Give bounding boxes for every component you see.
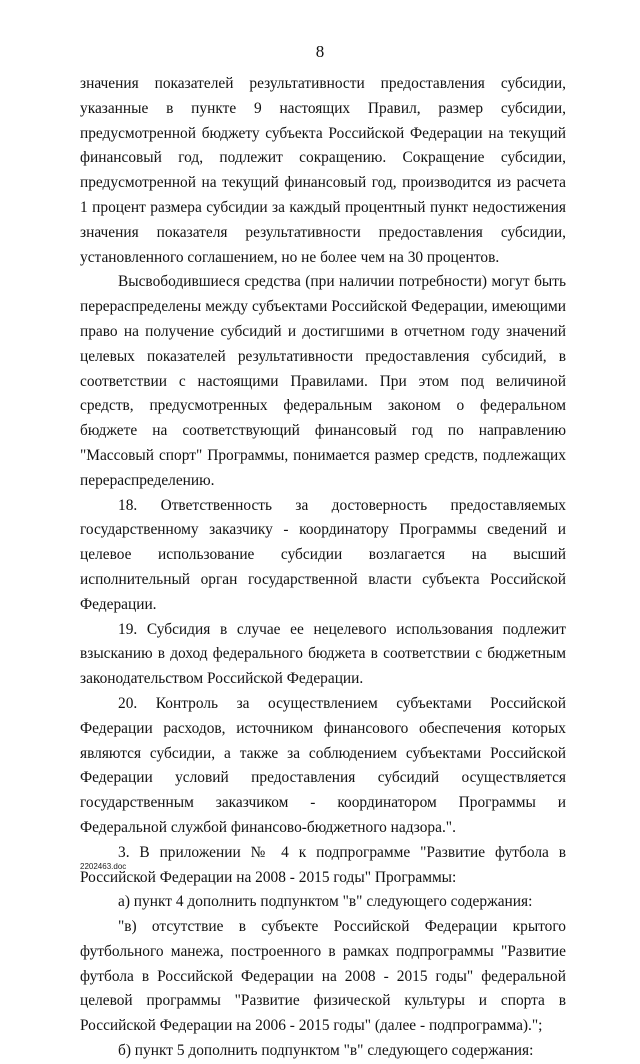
document-body — [80, 72, 566, 1064]
paragraph-item-20: 20. Контроль за осуществлением субъектами Российской Федерации расходов, источником финансового обеспечения которых являются субсидии, а также за соблюдением субъектами Российской Федерации условий предоставления субсидий осуществляется государственным заказчиком - координатором Программы и Федеральной службой финансово-бюджетного надзора.". — [80, 694, 566, 836]
paragraph-continuation: значения показателей результативности предоставления субсидии, указанные в пункте 9 настоящих Правил, размер субсидии, предусмотренной бюджету субъекта Российской Федерации на текущий финансовый год, подлежит сокращению. Сокращение субсидии, предусмотренной на текущий финансовый год, производится из расчета 1 процент размера субсидии за каждый процентный пункт недостижения значения показателя результативности предоставления субсидии, установленного соглашением, но не более чем на 30 процентов. — [80, 75, 566, 266]
paragraph-item-18: 18. Ответственность за достоверность предоставляемых государственному заказчику - координатору Программы сведений и целевое использование субсидии возлагается на высший исполнительный орган государственной власти субъекта Российской Федерации. — [80, 496, 566, 613]
paragraph-item-3: 3. В приложении № 4 к подпрограмме "Развитие футбола в Российской Федерации на 2008 - 2015 годы" Программы: — [80, 843, 566, 886]
paragraph-subitem-a: а) пункт 4 дополнить подпунктом "в" следующего содержания: — [118, 893, 533, 911]
paragraph-quote-v: "в) отсутствие в субъекте Российской Федерации крытого футбольного манежа, построенного в рамках подпрограммы "Развитие футбола в Российской Федерации на 2008 - 2015 годы" федеральной целевой программы "Развитие физической культуры и спорта в Российской Федерации на 2006 - 2015 годы" (далее - подпрограмма)."; — [80, 918, 566, 1035]
paragraph-subitem-b: б) пункт 5 дополнить подпунктом "в" следующего содержания: — [118, 1042, 534, 1060]
paragraph-redistribution: Высвободившиеся средства (при наличии потребности) могут быть перераспределены между субъектами Российской Федерации, имеющими право на получение субсидий и достигшими в отчетном году значений целевых показателей результативности предоставления субсидий, в соответствии с настоящими Правилами. При этом под величиной средств, предусмотренных федеральным законом о федеральном бюджете на соответствующий финансовый год по направлению "Массовый спорт" Программы, понимается размер средств, подлежащих перераспределению. — [80, 273, 566, 489]
footer-filename: 2202463.doc — [80, 862, 127, 871]
page-number: 8 — [315, 42, 325, 61]
paragraph-item-19: 19. Субсидия в случае ее нецелевого использования подлежит взысканию в доход федерального бюджета в соответствии с бюджетным законодательством Российской Федерации. — [80, 620, 566, 688]
